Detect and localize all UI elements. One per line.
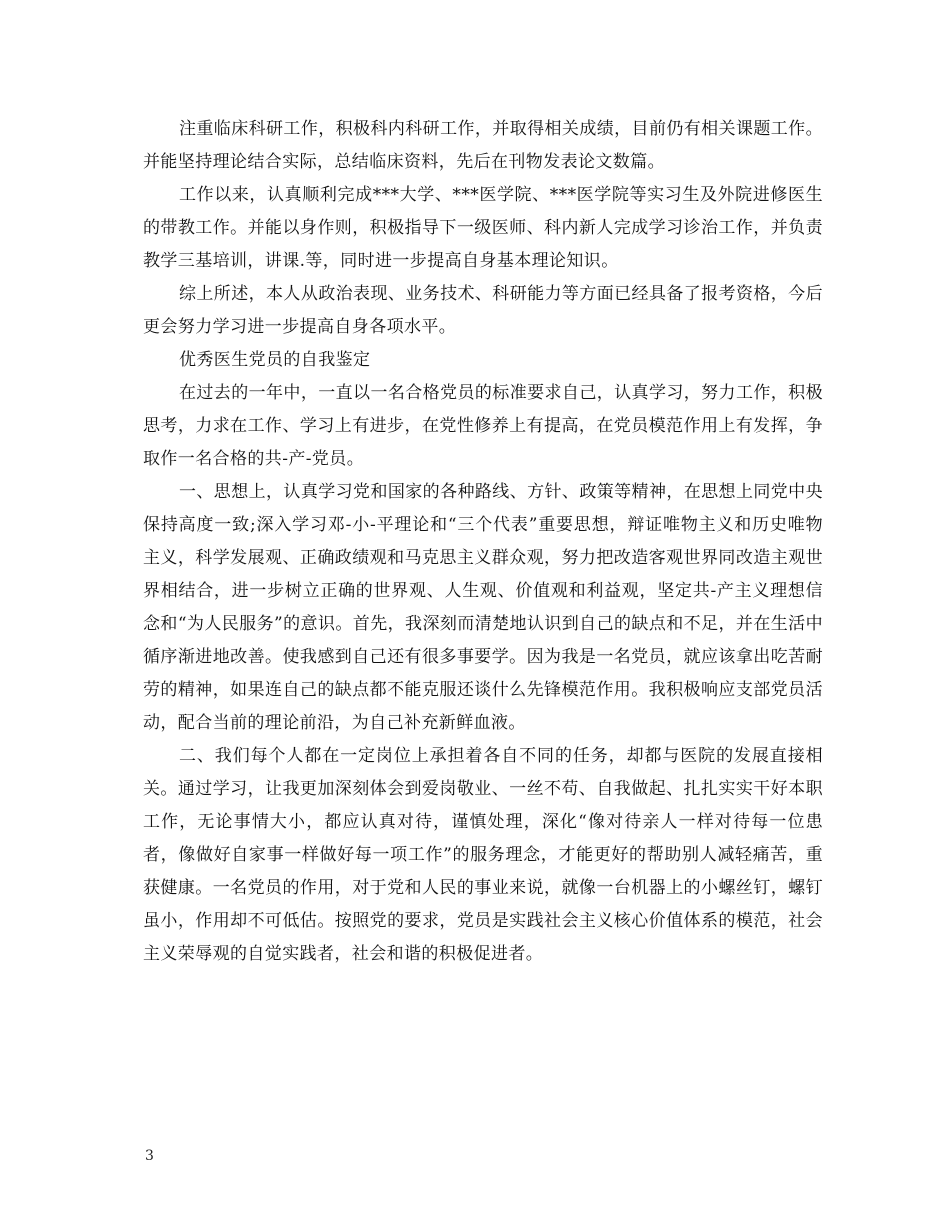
paragraph-intro: 在过去的一年中，一直以一名合格党员的标准要求自己，认真学习，努力工作，积极思考，力求在工作、学习上有进步，在党性修养上有提高，在党员模范作用上有发挥，争取作一名合格的共-产-党员。 bbox=[143, 383, 823, 469]
document-body bbox=[143, 113, 823, 971]
section-heading: 优秀医生党员的自我鉴定 bbox=[179, 350, 371, 370]
paragraph-teaching: 工作以来，认真顺利完成***大学、***医学院、***医学院等实习生及外院进修医生的带教工作。并能以身作则，积极指导下一级医师、科内新人完成学习诊治工作，并负责教学三基培训，讲课.等，同时进一步提高自身基本理论知识。 bbox=[143, 185, 823, 271]
paragraph-research: 注重临床科研工作，积极科内科研工作，并取得相关成绩，目前仍有相关课题工作。并能坚持理论结合实际，总结临床资料，先后在刊物发表论文数篇。 bbox=[143, 119, 823, 172]
paragraph-point-one: 一、思想上，认真学习党和国家的各种路线、方针、政策等精神，在思想上同党中央保持高度一致;深入学习邓-小-平理论和“三个代表”重要思想，辩证唯物主义和历史唯物主义，科学发展观、正确政绩观和马克思主义群众观，努力把改造客观世界同改造主观世界相结合，进一步树立正确的世界观、人生观、价值观和利益观，坚定共-产主义理想信念和“为人民服务”的意识。首先，我深刻而清楚地认识到自己的缺点和不足，并在生活中循序渐进地改善。使我感到自己还有很多事要学。因为我是一名党员，就应该拿出吃苦耐劳的精神，如果连自己的缺点都不能克服还谈什么先锋模范作用。我积极响应支部党员活动，配合当前的理论前沿，为自己补充新鲜血液。 bbox=[143, 482, 823, 733]
paragraph-point-two: 二、我们每个人都在一定岗位上承担着各自不同的任务，却都与医院的发展直接相关。通过学习，让我更加深刻体会到爱岗敬业、一丝不苟、自我做起、扎扎实实干好本职工作，无论事情大小，都应认真对待，谨慎处理，深化“像对待亲人一样对待每一位患者，像做好自家事一样做好每一项工作”的服务理念，才能更好的帮助别人减轻痛苦，重获健康。一名党员的作用，对于党和人民的事业来说，就像一台机器上的小螺丝钉，螺钉虽小，作用却不可低估。按照党的要求，党员是实践社会主义核心价值体系的模范，社会主义荣辱观的自觉实践者，社会和谐的积极促进者。 bbox=[143, 746, 823, 964]
paragraph-summary: 综上所述，本人从政治表现、业务技术、科研能力等方面已经具备了报考资格，今后更会努力学习进一步提高自身各项水平。 bbox=[143, 284, 823, 337]
page-number: 3 bbox=[145, 1148, 154, 1164]
